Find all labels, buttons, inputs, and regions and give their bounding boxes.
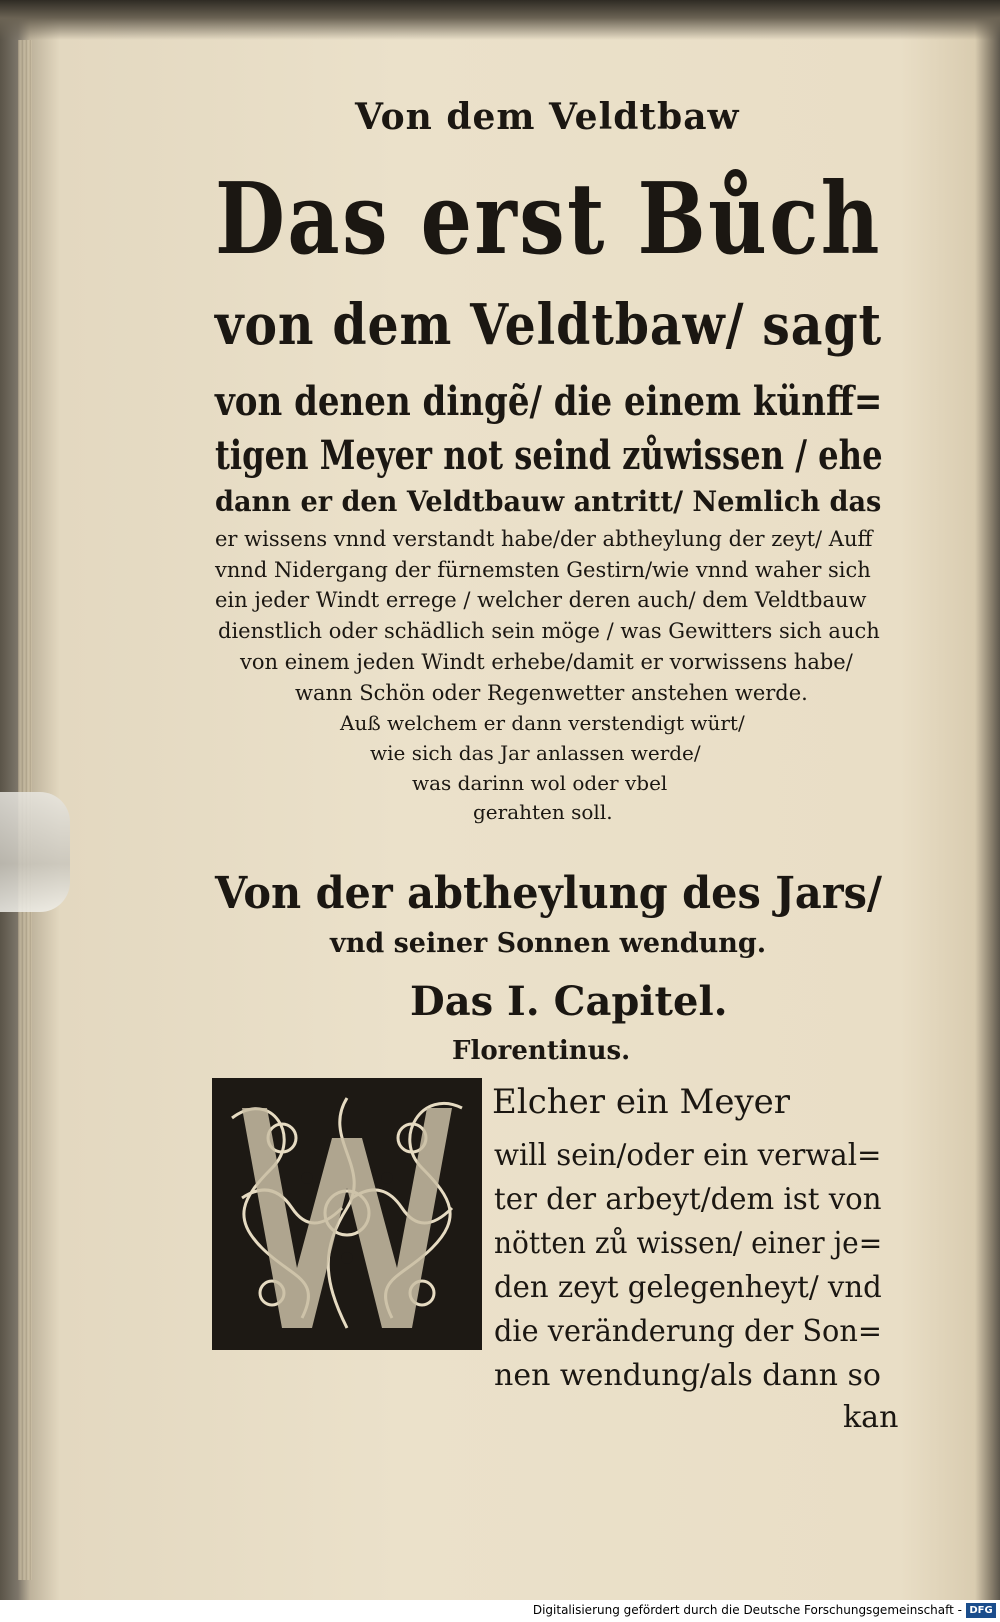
body-line: Elcher ein Meyer [492,1082,791,1122]
subtitle-line: dann er den Veldtbauw antritt/ Nemlich das [215,485,882,518]
body-line: nötten zů wissen/ einer je= [494,1226,883,1261]
subtitle-line: was darinn wol oder vbel [412,771,668,795]
speaker-name: Florentinus. [452,1036,631,1066]
subtitle-line: vnnd Nidergang der fürnemsten Gestirn/wie vnnd waher sich [215,558,871,582]
subtitle-line: wie sich das Jar anlassen werde/ [370,741,701,765]
section-subheading: vnd seiner Sonnen wendung. [330,928,767,959]
body-line: nen wendung/als dann so [494,1358,881,1393]
subtitle-line: dienstlich oder schädlich sein möge / was Gewitters sich auch [218,619,880,643]
decorated-initial [212,1078,482,1350]
body-line: den zeyt gelegenheyt/ vnd [494,1270,882,1305]
subtitle-line: gerahten soll. [473,800,613,824]
decorated-initial-graphic [212,1078,482,1350]
subtitle-line: tigen Meyer not seind zůwissen / ehe [215,432,883,479]
subtitle-line: von denen dingẽ/ die einem künff= [215,378,883,425]
catchword: kan [843,1400,899,1435]
digitization-footer [0,1600,1000,1622]
dfg-logo: DFG [966,1603,996,1618]
body-line: will sein/oder ein verwal= [494,1138,882,1173]
subtitle-line: wann Schön oder Regenwetter anstehen werde. [295,681,808,705]
funding-credit: Digitalisierung gefördert durch die Deutsche Forschungsgemeinschaft - [532,1603,962,1617]
subtitle-line: Auß welchem er dann verstendigt würt/ [340,711,745,735]
subtitle-line: ein jeder Windt errege / welcher deren auch/ dem Veldtbauw [215,588,867,612]
body-line: die veränderung der Son= [494,1314,882,1349]
chapter-heading: Das I. Capitel. [410,978,728,1025]
book-title: Das erst Bůch [215,162,882,277]
subtitle-line: von dem Veldtbaw/ sagt [215,292,883,358]
subtitle-line: er wissens vnnd verstandt habe/der abtheylung der zeyt/ Auff [215,527,873,551]
subtitle-line: von einem jeden Windt erhebe/damit er vorwissens habe/ [240,650,853,674]
running-heading: Von dem Veldtbaw [355,96,740,138]
section-heading: Von der abtheylung des Jars/ [215,868,883,919]
body-line: ter der arbeyt/dem ist von [494,1182,882,1217]
